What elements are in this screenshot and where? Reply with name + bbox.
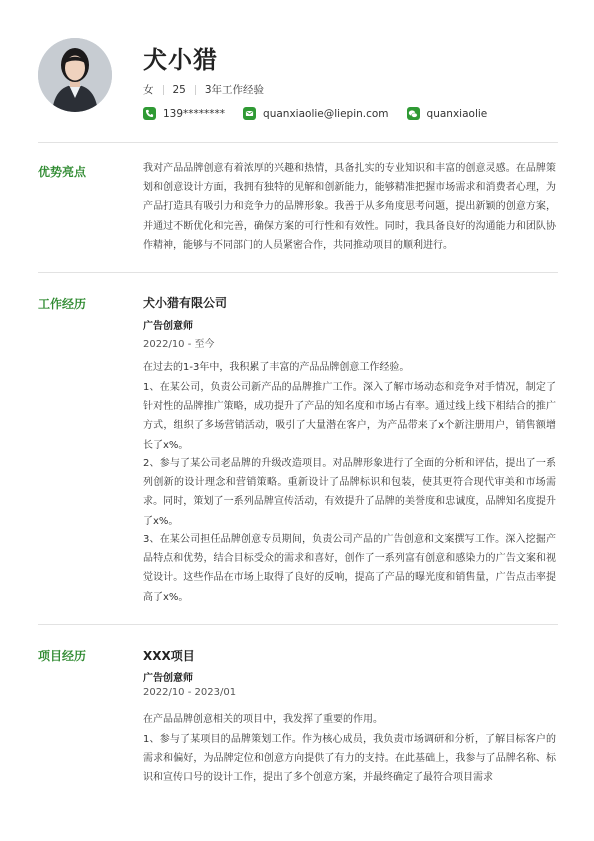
- job-title: 广告创意师: [143, 321, 193, 332]
- avatar: [38, 38, 112, 112]
- work-item-2: 2、参与了某公司老品牌的升级改造项目。对品牌形象进行了全面的分析和评估，提出了一系列创新的设计理念和营销策略。重新设计了品牌标识和包装，使其更符合现代审美和市场需求。同时，策划了一系列品牌宣传活动，有效提升了品牌的美誉度和忠诚度，品牌知名度提升了x%。: [143, 458, 556, 527]
- project-intro: 在产品品牌创意相关的项目中，我发挥了重要的作用。: [143, 714, 383, 725]
- project-dates: 2022/10 - 2023/01: [143, 687, 237, 698]
- section-title-project: 项目经历: [38, 649, 87, 663]
- basic-info: [143, 82, 264, 97]
- contact-phone: [143, 107, 225, 120]
- section-divider: [38, 142, 558, 143]
- wechat-id: quanxiaolie: [426, 107, 488, 120]
- contact-wechat: [407, 107, 488, 120]
- project-name: XXX项目: [143, 649, 195, 663]
- project-item-1: 1、参与了某项目的品牌策划工作。作为核心成员，我负责市场调研和分析，了解目标客户的需求和偏好，为品牌定位和创意方向提供了有力的支持。在此基础上，我参与了品牌名称、标识和宣传口号的设计工作，提出了多个创意方案，并最终确定了最符合项目需求: [143, 734, 556, 784]
- candidate-name: 犬小猎: [143, 46, 218, 74]
- avatar-photo: [38, 38, 112, 112]
- gender: 女: [143, 84, 154, 96]
- phone-number: 139********: [163, 107, 226, 120]
- work-experience-years: 3年工作经验: [204, 84, 265, 96]
- contact-info: [143, 107, 505, 120]
- phone-icon: [143, 107, 156, 120]
- advantages-text: 我对产品品牌创意有着浓厚的兴趣和热情，具备扎实的专业知识和丰富的创意灵感。在品牌策划和创意设计方面，我拥有独特的见解和创新能力，能够精准把握市场需求和消费者心理，为产品打造具有吸引力和竞争力的品牌形象。我善于从多角度思考问题，提出新颖的创意方案，并通过不断优化和完善，确保方案的可行性和有效性。同时，我具备良好的沟通能力和团队协作精神，能够与不同部门的人员紧密合作，共同推动项目的顺利进行。: [143, 163, 556, 251]
- age: 25: [172, 83, 186, 96]
- employment-dates: 2022/10 - 至今: [143, 339, 215, 350]
- separator: [163, 85, 164, 95]
- wechat-icon: [407, 107, 420, 120]
- work-item-3: 3、在某公司担任品牌创意专员期间，负责公司产品的广告创意和文案撰写工作。深入挖掘产品特点和优势，结合目标受众的需求和喜好，创作了一系列富有创意和感染力的广告文案和视觉设计。这些作品在市场上取得了良好的反响，提高了产品的曝光度和销售量，广告点击率提高了x%。: [143, 534, 556, 603]
- contact-email: [243, 107, 389, 120]
- section-title-work: 工作经历: [38, 297, 87, 311]
- section-title-advantages: 优势亮点: [38, 165, 87, 179]
- email-address[interactable]: quanxiaolie@liepin.com: [263, 107, 389, 120]
- work-intro: 在过去的1-3年中，我积累了丰富的产品品牌创意工作经验。: [143, 362, 410, 373]
- section-divider: [38, 272, 558, 273]
- work-item-1: 1、在某公司，负责公司新产品的品牌推广工作。深入了解市场动态和竞争对手情况，制定了针对性的品牌推广策略，成功提升了产品的知名度和市场占有率。通过线上线下相结合的推广方式，组织了多场营销活动，吸引了大量潜在客户，为产品带来了x个新注册用户，销售额增长了x%。: [143, 382, 556, 451]
- company-name: 犬小猎有限公司: [143, 296, 228, 310]
- section-divider: [38, 624, 558, 625]
- project-role: 广告创意师: [143, 673, 193, 684]
- email-icon: [243, 107, 256, 120]
- separator: [195, 85, 196, 95]
